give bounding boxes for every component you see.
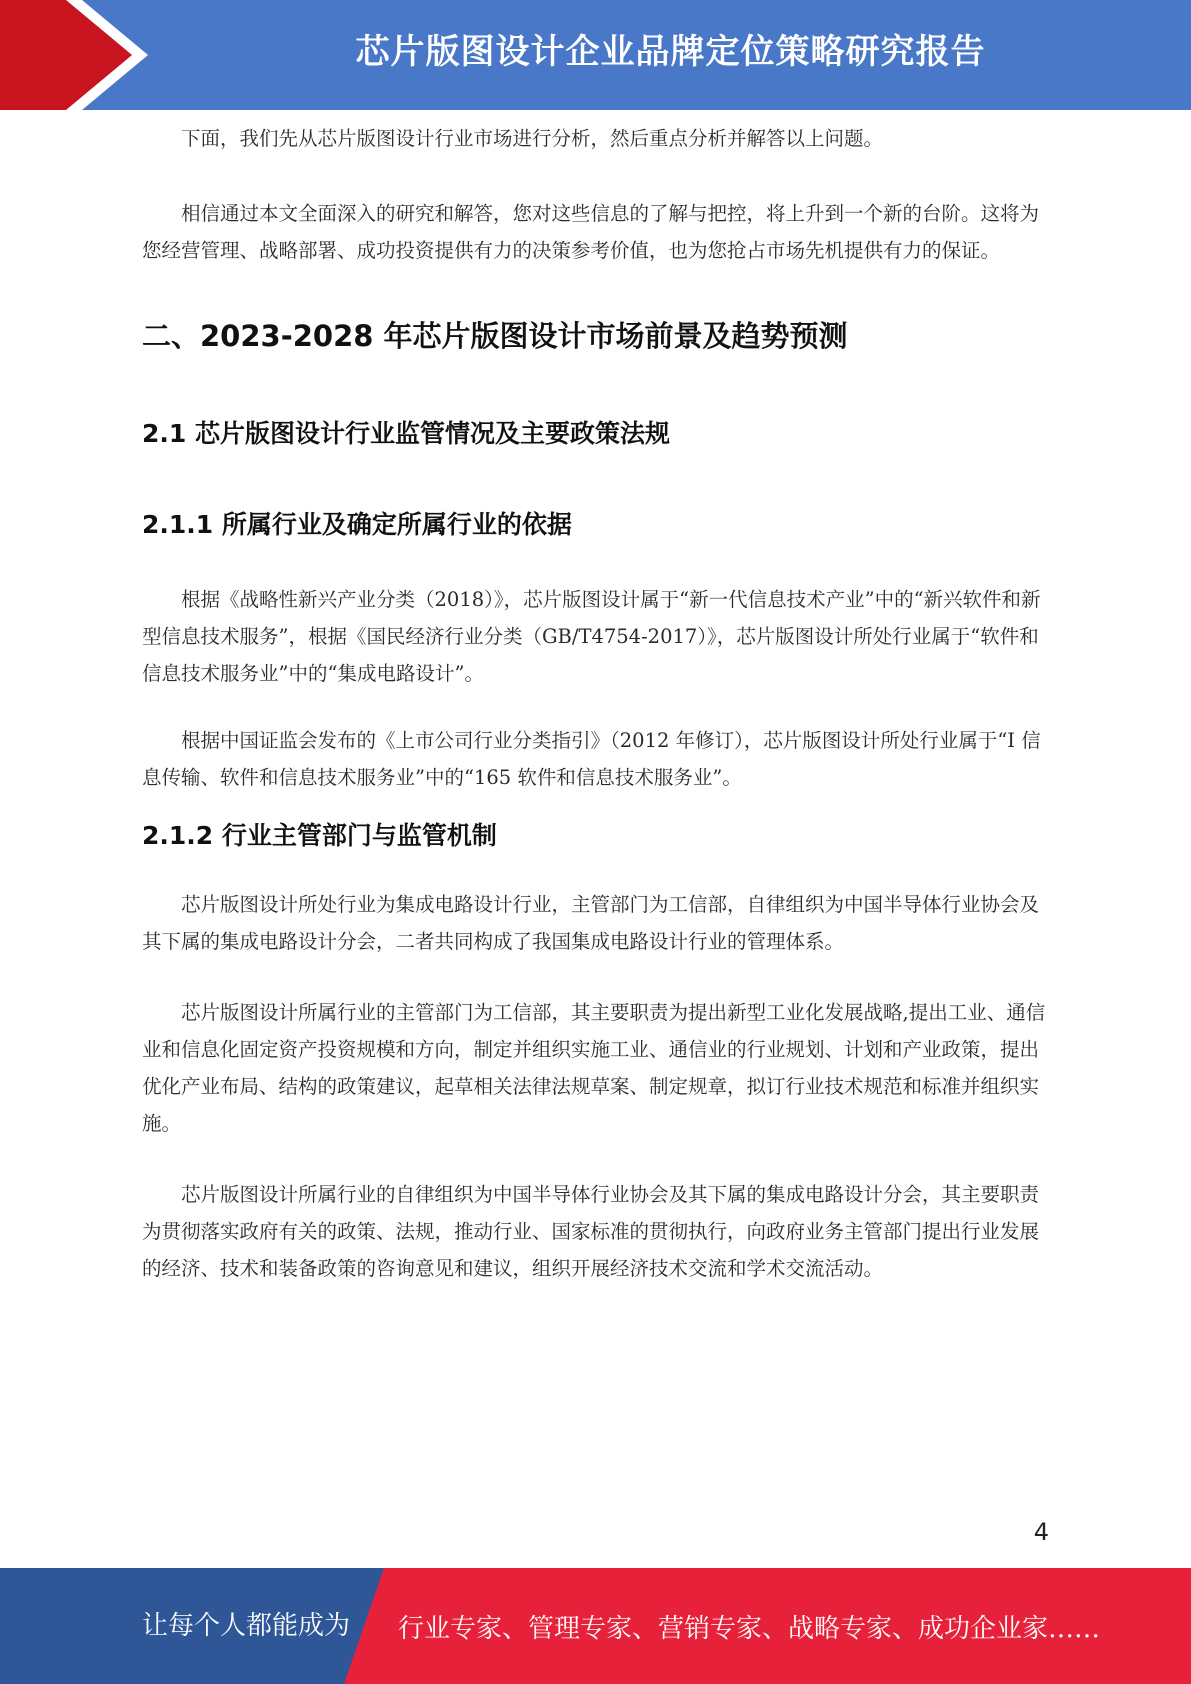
heading-2-1-1: 2.1.1 所属行业及确定所属行业的依据 (142, 510, 572, 539)
footer-slogan-left: 让每个人都能成为 (142, 1611, 351, 1641)
paragraph-intro: 下面，我们先从芯片版图设计行业市场进行分析，然后重点分析并解答以上问题。 (181, 127, 884, 150)
red-arrow-decoration (0, 0, 150, 110)
footer-banner (0, 1568, 1191, 1684)
section-heading-2: 二、2023-2028 年芯片版图设计市场前景及趋势预测 (142, 319, 848, 353)
footer-slogan-right: 行业专家、管理专家、营销专家、战略专家、成功企业家…… (398, 1614, 1101, 1644)
heading-2-1: 2.1 芯片版图设计行业监管情况及主要政策法规 (142, 419, 670, 448)
heading-2-1-2: 2.1.2 行业主管部门与监管机制 (142, 821, 497, 850)
paragraph-authorities: 芯片版图设计所处行业为集成电路设计行业，主管部门为工信部，自律组织为中国半导体行业协会及其下属的集成电路设计分会，二者共同构成了我国集成电路设计行业的管理体系。 (142, 893, 1040, 953)
paragraph-miit-duties: 芯片版图设计所属行业的主管部门为工信部，其主要职责为提出新型工业化发展战略,提出工业、通信业和信息化固定资产投资规模和方向，制定并组织实施工业、通信业的行业规划、计划和产业政策，提出优化产业布局、结构的政策建议，起草相关法律法规草案、制定规章，拟订行业技术规范和标准并组织实施。 (142, 1001, 1046, 1135)
page-number: 4 (1033, 1518, 1049, 1546)
paragraph-association-duties: 芯片版图设计所属行业的自律组织为中国半导体行业协会及其下属的集成电路设计分会，其主要职责为贯彻落实政府有关的政策、法规，推动行业、国家标准的贯彻执行，向政府业务主管部门提出行业发展的经济、技术和装备政策的咨询意见和建议，组织开展经济技术交流和学术交流活动。 (142, 1183, 1040, 1280)
report-title: 芯片版图设计企业品牌定位策略研究报告 (355, 32, 986, 72)
paragraph-csrc-classification: 根据中国证监会发布的《上市公司行业分类指引》（2012 年修订），芯片版图设计所处行业属于“I 信息传输、软件和信息技术服务业”中的“165 软件和信息技术服务业”。 (142, 729, 1041, 789)
paragraph-industry-basis: 根据《战略性新兴产业分类（2018）》，芯片版图设计属于“新一代信息技术产业”中的“新兴软件和新型信息技术服务”，根据《国民经济行业分类（GB/T4754-2017）》，芯片版图设计所处行业属于“软件和信息技术服务业”中的“集成电路设计”。 (142, 588, 1041, 685)
paragraph-trust: 相信通过本文全面深入的研究和解答，您对这些信息的了解与把控，将上升到一个新的台阶。这将为您经营管理、战略部署、成功投资提供有力的决策参考价值，也为您抢占市场先机提供有力的保证。 (142, 202, 1040, 262)
document-body (142, 120, 1047, 1287)
header-banner (0, 0, 1191, 110)
